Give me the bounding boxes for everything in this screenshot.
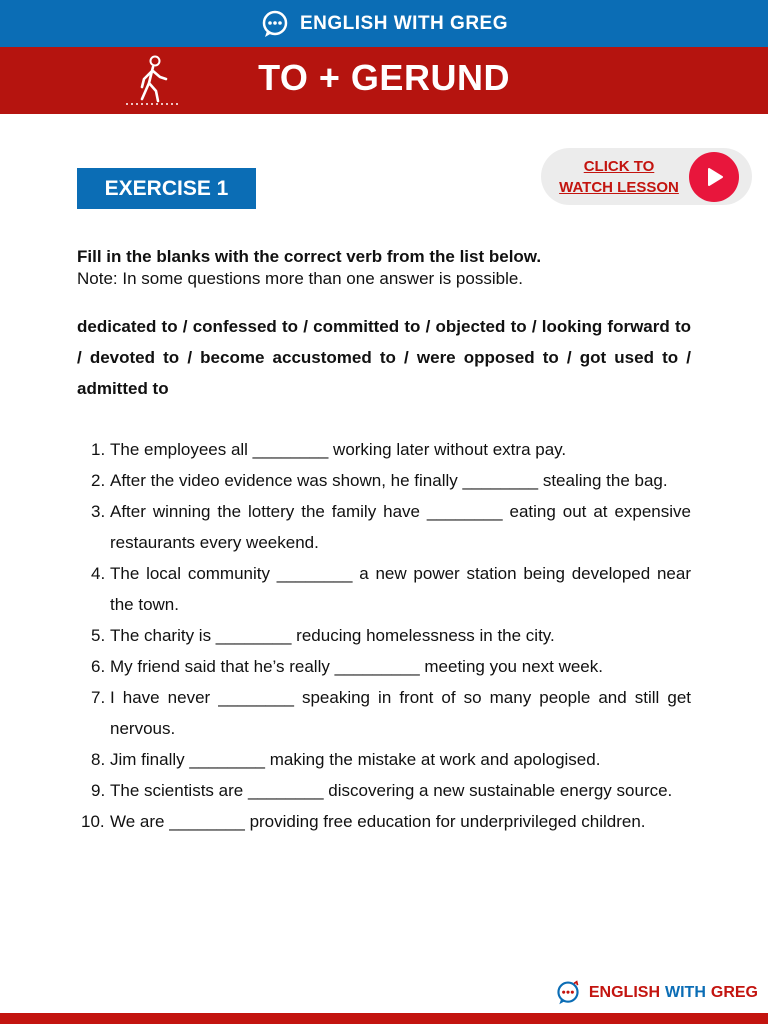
instruction-main: Fill in the blanks with the correct verb from the list below.	[77, 247, 542, 266]
title-bar	[0, 47, 768, 114]
word-list: dedicated to / confessed to / committed to / objected to / looking forward to / devoted to / become accustomed to / were opposed to / got used to / admitted to	[77, 317, 691, 398]
footer-word-english: ENGLISH	[588, 984, 660, 1001]
watch-line-1: CLICK TO	[583, 158, 655, 175]
question-text: I have never ________ speaking in front of so many people and still get nervous.	[110, 688, 691, 738]
watch-line-2: WATCH LESSON	[559, 179, 679, 196]
question-text: After winning the lottery the family have ________ eating out at expensive restaurants every weekend.	[110, 502, 691, 552]
footer-word-with: WITH	[665, 984, 706, 1001]
play-icon[interactable]	[689, 152, 739, 202]
question-text: The employees all ________ working later without extra pay.	[110, 440, 567, 459]
question-item: 10. We are ________ providing free education for underprivileged children.	[81, 812, 646, 831]
question-text: After the video evidence was shown, he finally ________ stealing the bag.	[110, 471, 668, 490]
watch-lesson-button[interactable]	[541, 148, 752, 205]
question-text: Jim finally ________ making the mistake at work and apologised.	[110, 750, 601, 769]
question-item: 9. The scientists are ________ discovering a new sustainable energy source.	[91, 781, 673, 800]
question-item: 3. After winning the lottery the family have ________ eating out at expensive restaurants every weekend.	[91, 502, 691, 552]
question-item: 6. My friend said that he’s really _________ meeting you next week.	[91, 657, 603, 676]
question-text: The charity is ________ reducing homelessness in the city.	[110, 626, 555, 645]
page-title: TO + GERUND	[258, 57, 510, 98]
instruction-note: Note: In some questions more than one answer is possible.	[77, 269, 524, 288]
chat-bubble-icon	[555, 980, 581, 1006]
question-item: 1. The employees all ________ working later without extra pay.	[91, 440, 567, 459]
footer-brand	[555, 980, 758, 1006]
exercise-label: EXERCISE 1	[77, 168, 256, 209]
footer-word-greg: GREG	[710, 984, 758, 1001]
question-item: 5. The charity is ________ reducing homelessness in the city.	[91, 626, 555, 645]
bottom-bar	[0, 1013, 768, 1024]
brand-name: ENGLISH WITH GREG	[300, 12, 508, 34]
question-text: We are ________ providing free education for underprivileged children.	[110, 812, 646, 831]
question-text: My friend said that he’s really _________ meeting you next week.	[110, 657, 603, 676]
question-item: 4. The local community ________ a new power station being developed near the town.	[91, 564, 691, 614]
top-brand-bar	[0, 0, 768, 47]
watch-lesson-link[interactable]	[549, 156, 689, 198]
question-item: 7. I have never ________ speaking in front of so many people and still get nervous.	[91, 688, 691, 738]
question-text: The local community ________ a new power station being developed near the town.	[110, 564, 691, 614]
chat-bubble-icon	[260, 9, 290, 39]
question-item: 8. Jim finally ________ making the mistake at work and apologised.	[91, 750, 601, 769]
question-list	[77, 434, 691, 837]
instructions	[77, 246, 697, 290]
question-text: The scientists are ________ discovering a new sustainable energy source.	[110, 781, 673, 800]
question-item: 2. After the video evidence was shown, he finally ________ stealing the bag.	[91, 471, 668, 490]
